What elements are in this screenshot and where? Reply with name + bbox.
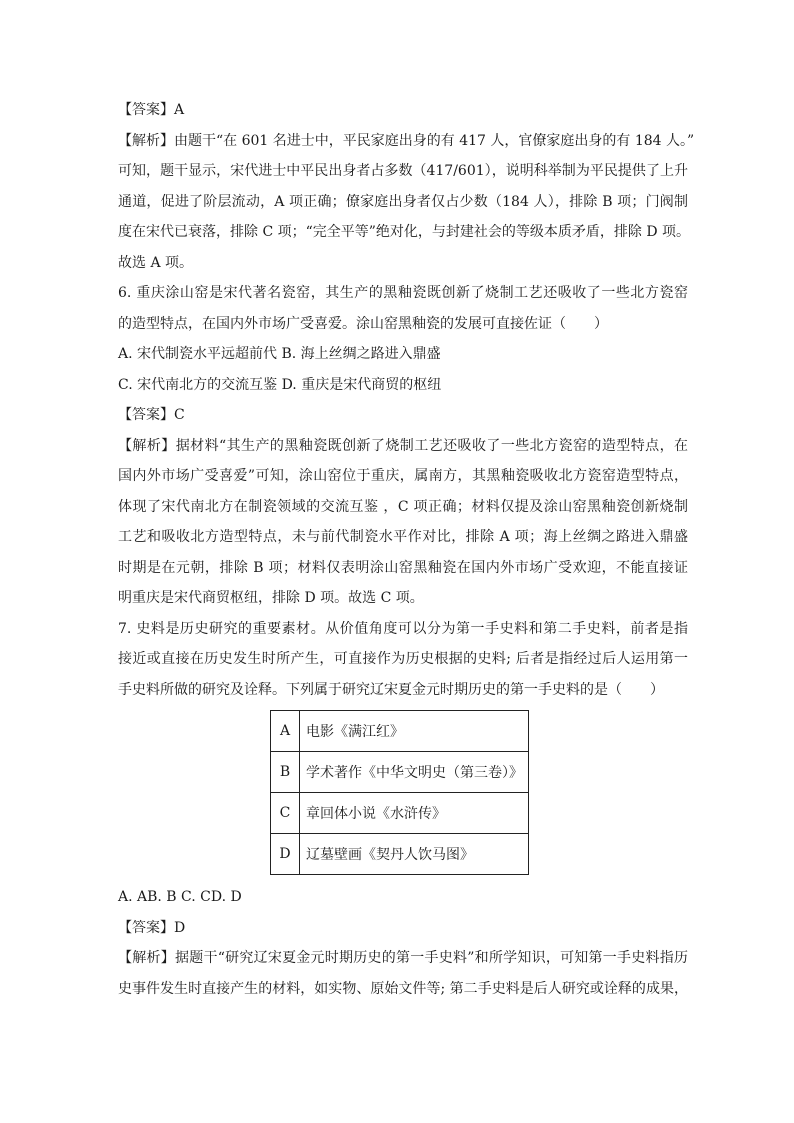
q6-stem-line-1: 6. 重庆涂山窑是宋代著名瓷窑，其生产的黑釉瓷既创新了烧制工艺还吸收了一些北方瓷窑 (118, 285, 688, 301)
q7-answer: 【答案】D (118, 919, 186, 936)
table-cell-key: D (271, 834, 300, 875)
q5-analysis-line-3: 通道，促进了阶层流动，A 项正确；僚家庭出身者仅占少数（184 人），排除 B 项；门阀制 (118, 193, 688, 210)
q7-options: A. AB. B C. CD. D (118, 889, 242, 905)
table-row (271, 793, 529, 834)
table-cell-key: A (271, 711, 300, 752)
q6-analysis-line-2: 国内外市场广受喜爱”可知，涂山窑位于重庆，属南方，其黑釉瓷吸收北方瓷窑造型特点， (118, 468, 688, 484)
q6-answer: 【答案】C (118, 407, 185, 423)
q5-answer: 【答案】A (118, 102, 185, 118)
q5-analysis-line-4: 度在宋代已衰落，排除 C 项；“完全平等”绝对化，与封建社会的等级本质矛盾，排除 D 项。 (118, 224, 691, 240)
q6-analysis-line-5: 时期是在元朝，排除 B 项；材料仅表明涂山窑黑釉瓷在国内外市场广受欢迎，不能直接证 (118, 559, 688, 576)
table-row (271, 752, 529, 793)
q7-analysis-line-2: 史事件发生时直接产生的材料，如实物、原始文件等; 第二手史料是后人研究或诠释的成果， (118, 980, 688, 997)
q5-analysis-line-1: 【解析】由题干“在 601 名进士中，平民家庭出身的有 417 人，官僚家庭出身的有 184 人。” (118, 132, 695, 149)
q6-options-line-2: C. 宋代南北方的交流互鉴 D. 重庆是宋代商贸的枢纽 (118, 376, 442, 393)
table-cell-key: B (271, 752, 300, 793)
q6-analysis-line-4: 工艺和吸收北方造型特点，未与前代制瓷水平作对比，排除 A 项；海上丝绸之路进入鼎盛 (118, 529, 688, 545)
q6-stem-line-2: 的造型特点，在国内外市场广受喜爱。涂山窑黑釉瓷的发展可直接佐证（ ） (118, 315, 608, 332)
table-row (271, 711, 529, 752)
q6-options-line-1: A. 宋代制瓷水平远超前代 B. 海上丝绸之路进入鼎盛 (118, 346, 441, 362)
q7-analysis-line-1: 【解析】据题干“研究辽宋夏金元时期历史的第一手史料”和所学知识，可知第一手史料指历 (118, 950, 688, 966)
q7-source-table (270, 710, 529, 875)
table-cell-value: 辽墓壁画《契丹人饮马图》 (300, 834, 529, 875)
q6-analysis-line-3: 体现了宋代南北方在制瓷领域的交流互鉴 ，C 项正确；材料仅提及涂山窑黑釉瓷创新烧制 (118, 498, 688, 515)
document-page (118, 100, 695, 1009)
q6-analysis-line-1: 【解析】据材料“其生产的黑釉瓷既创新了烧制工艺还吸收了一些北方瓷窑的造型特点，在 (118, 437, 688, 454)
q5-analysis-line-2: 可知，题干显示，宋代进士中平民出身者占多数（417/601），说明科举制为平民提供了上升 (118, 163, 688, 179)
q7-stem-line-3: 手史料所做的研究及诠释。下列属于研究辽宋夏金元时期历史的第一手史料的是（ ） (118, 681, 664, 698)
q6-analysis-line-6: 明重庆是宋代商贸枢纽，排除 D 项。故选 C 项。 (118, 590, 424, 606)
q7-stem-line-2: 接近或直接在历史发生时所产生，可直接作为历史根据的史料; 后者是指经过后人运用第一 (118, 651, 688, 667)
table-cell-value: 电影《满江红》 (300, 711, 529, 752)
q7-stem-line-1: 7. 史料是历史研究的重要素材。从价值角度可以分为第一手史料和第二手史料，前者是指 (118, 620, 688, 637)
table-cell-key: C (271, 793, 300, 834)
table-row (271, 834, 529, 875)
table-cell-value: 章回体小说《水浒传》 (300, 793, 529, 834)
q5-analysis-line-5: 故选 A 项。 (118, 254, 194, 271)
table-cell-value: 学术著作《中华文明史（第三卷）》 (300, 752, 529, 793)
